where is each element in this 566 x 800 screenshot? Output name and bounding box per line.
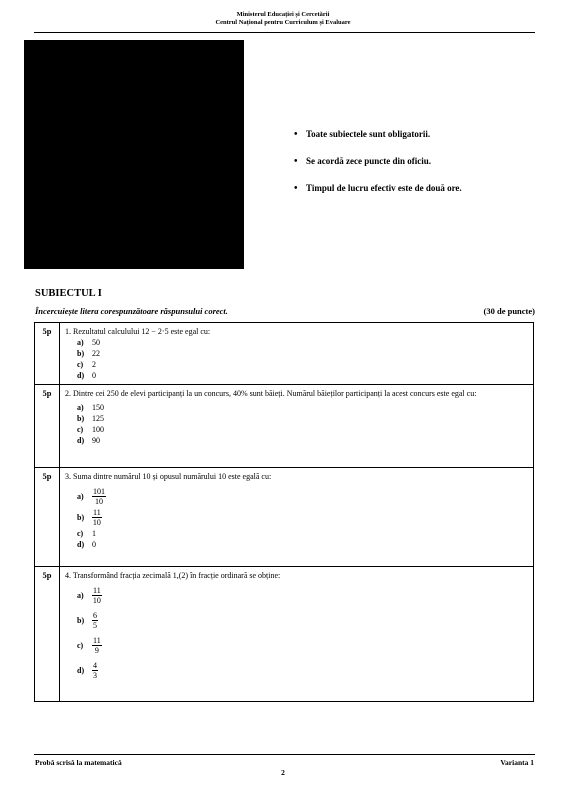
question-points: 5p	[35, 567, 60, 702]
answer-options	[77, 585, 528, 681]
fraction: $\frac{6}{5}$	[93, 611, 97, 630]
questions-table	[34, 322, 534, 702]
subject-instruction: Încercuiește litera corespunzătoare răspunsului corect.	[35, 306, 228, 316]
bullet-icon: •	[294, 183, 298, 194]
answer-option[interactable]: d) 0	[77, 540, 96, 549]
footer-variant: Varianta 1	[500, 758, 534, 767]
question-text: 3. Suma dintre numărul 10 și opusul numărului 10 este egală cu:	[65, 472, 272, 481]
question-text: 4. Transformând fracția zecimală 1,(2) în fracție ordinară se obține:	[65, 571, 281, 580]
footer-exam-name: Probă scrisă la matematică	[35, 758, 122, 767]
question-row	[35, 567, 534, 702]
subject-instruction-row	[35, 306, 535, 316]
answer-option[interactable]: a) $\frac{101}{10}$	[77, 487, 105, 506]
answer-option[interactable]: b) $\frac{11}{10}$	[77, 508, 101, 527]
question-row	[35, 323, 534, 385]
subject-points: (30 de puncte)	[483, 306, 535, 316]
question-text: 1. Rezultatul calculului 12 − 2·5 este egal cu:	[65, 327, 211, 336]
question-points: 5p	[35, 385, 60, 468]
redacted-image-block	[24, 40, 244, 269]
rule-item: • Timpul de lucru efectiv este de două ore.	[294, 183, 462, 194]
fraction: $\frac{11}{10}$	[92, 508, 101, 527]
question-text: 2. Dintre cei 250 de elevi participanți la un concurs, 40% sunt băieți. Numărul băieților participanți la acest concurs este egal cu:	[65, 389, 477, 398]
answer-options	[77, 486, 528, 550]
exam-rules-list	[294, 128, 462, 209]
bullet-icon: •	[294, 129, 298, 140]
answer-option[interactable]: b) 22	[77, 349, 100, 358]
question-content	[60, 468, 534, 567]
answer-option[interactable]: c) 100	[77, 425, 104, 434]
rule-item: • Se acordă zece puncte din oficiu.	[294, 156, 431, 167]
answer-option[interactable]: a) $\frac{11}{10}$	[77, 586, 101, 605]
fraction: $\frac{11}{10}$	[92, 586, 101, 605]
answer-option[interactable]: b) 125	[77, 414, 104, 423]
header-divider	[34, 32, 535, 33]
answer-option[interactable]: d) 0	[77, 371, 96, 380]
ministry-name: Ministerul Educației și Cercetării	[236, 11, 330, 18]
fraction: $\frac{101}{10}$	[93, 487, 105, 506]
document-header	[0, 11, 566, 27]
answer-option[interactable]: b) $\frac{6}{5}$	[77, 611, 97, 630]
question-points: 5p	[35, 468, 60, 567]
question-content	[60, 323, 534, 385]
answer-option[interactable]: d) 90	[77, 436, 100, 445]
fraction: $\frac{4}{3}$	[93, 661, 97, 680]
answer-options	[77, 402, 528, 446]
question-row	[35, 468, 534, 567]
answer-option[interactable]: c) 2	[77, 360, 96, 369]
fraction: $\frac{11}{9}$	[93, 636, 101, 655]
answer-option[interactable]: a) 50	[77, 338, 100, 347]
answer-option[interactable]: a) 150	[77, 403, 104, 412]
question-points: 5p	[35, 323, 60, 385]
page-number: 2	[281, 768, 285, 777]
question-row	[35, 385, 534, 468]
answer-option[interactable]: d) $\frac{4}{3}$	[77, 661, 97, 680]
footer-divider	[34, 754, 535, 755]
subject-title: SUBIECTUL I	[35, 288, 102, 299]
answer-option[interactable]: c) 1	[77, 529, 96, 538]
bullet-icon: •	[294, 156, 298, 167]
answer-options	[77, 337, 528, 381]
question-content	[60, 567, 534, 702]
answer-option[interactable]: c) $\frac{11}{9}$	[77, 636, 101, 655]
rule-item: • Toate subiectele sunt obligatorii.	[294, 129, 431, 140]
question-content	[60, 385, 534, 468]
center-name: Centrul Național pentru Curriculum și Evaluare	[215, 19, 351, 26]
